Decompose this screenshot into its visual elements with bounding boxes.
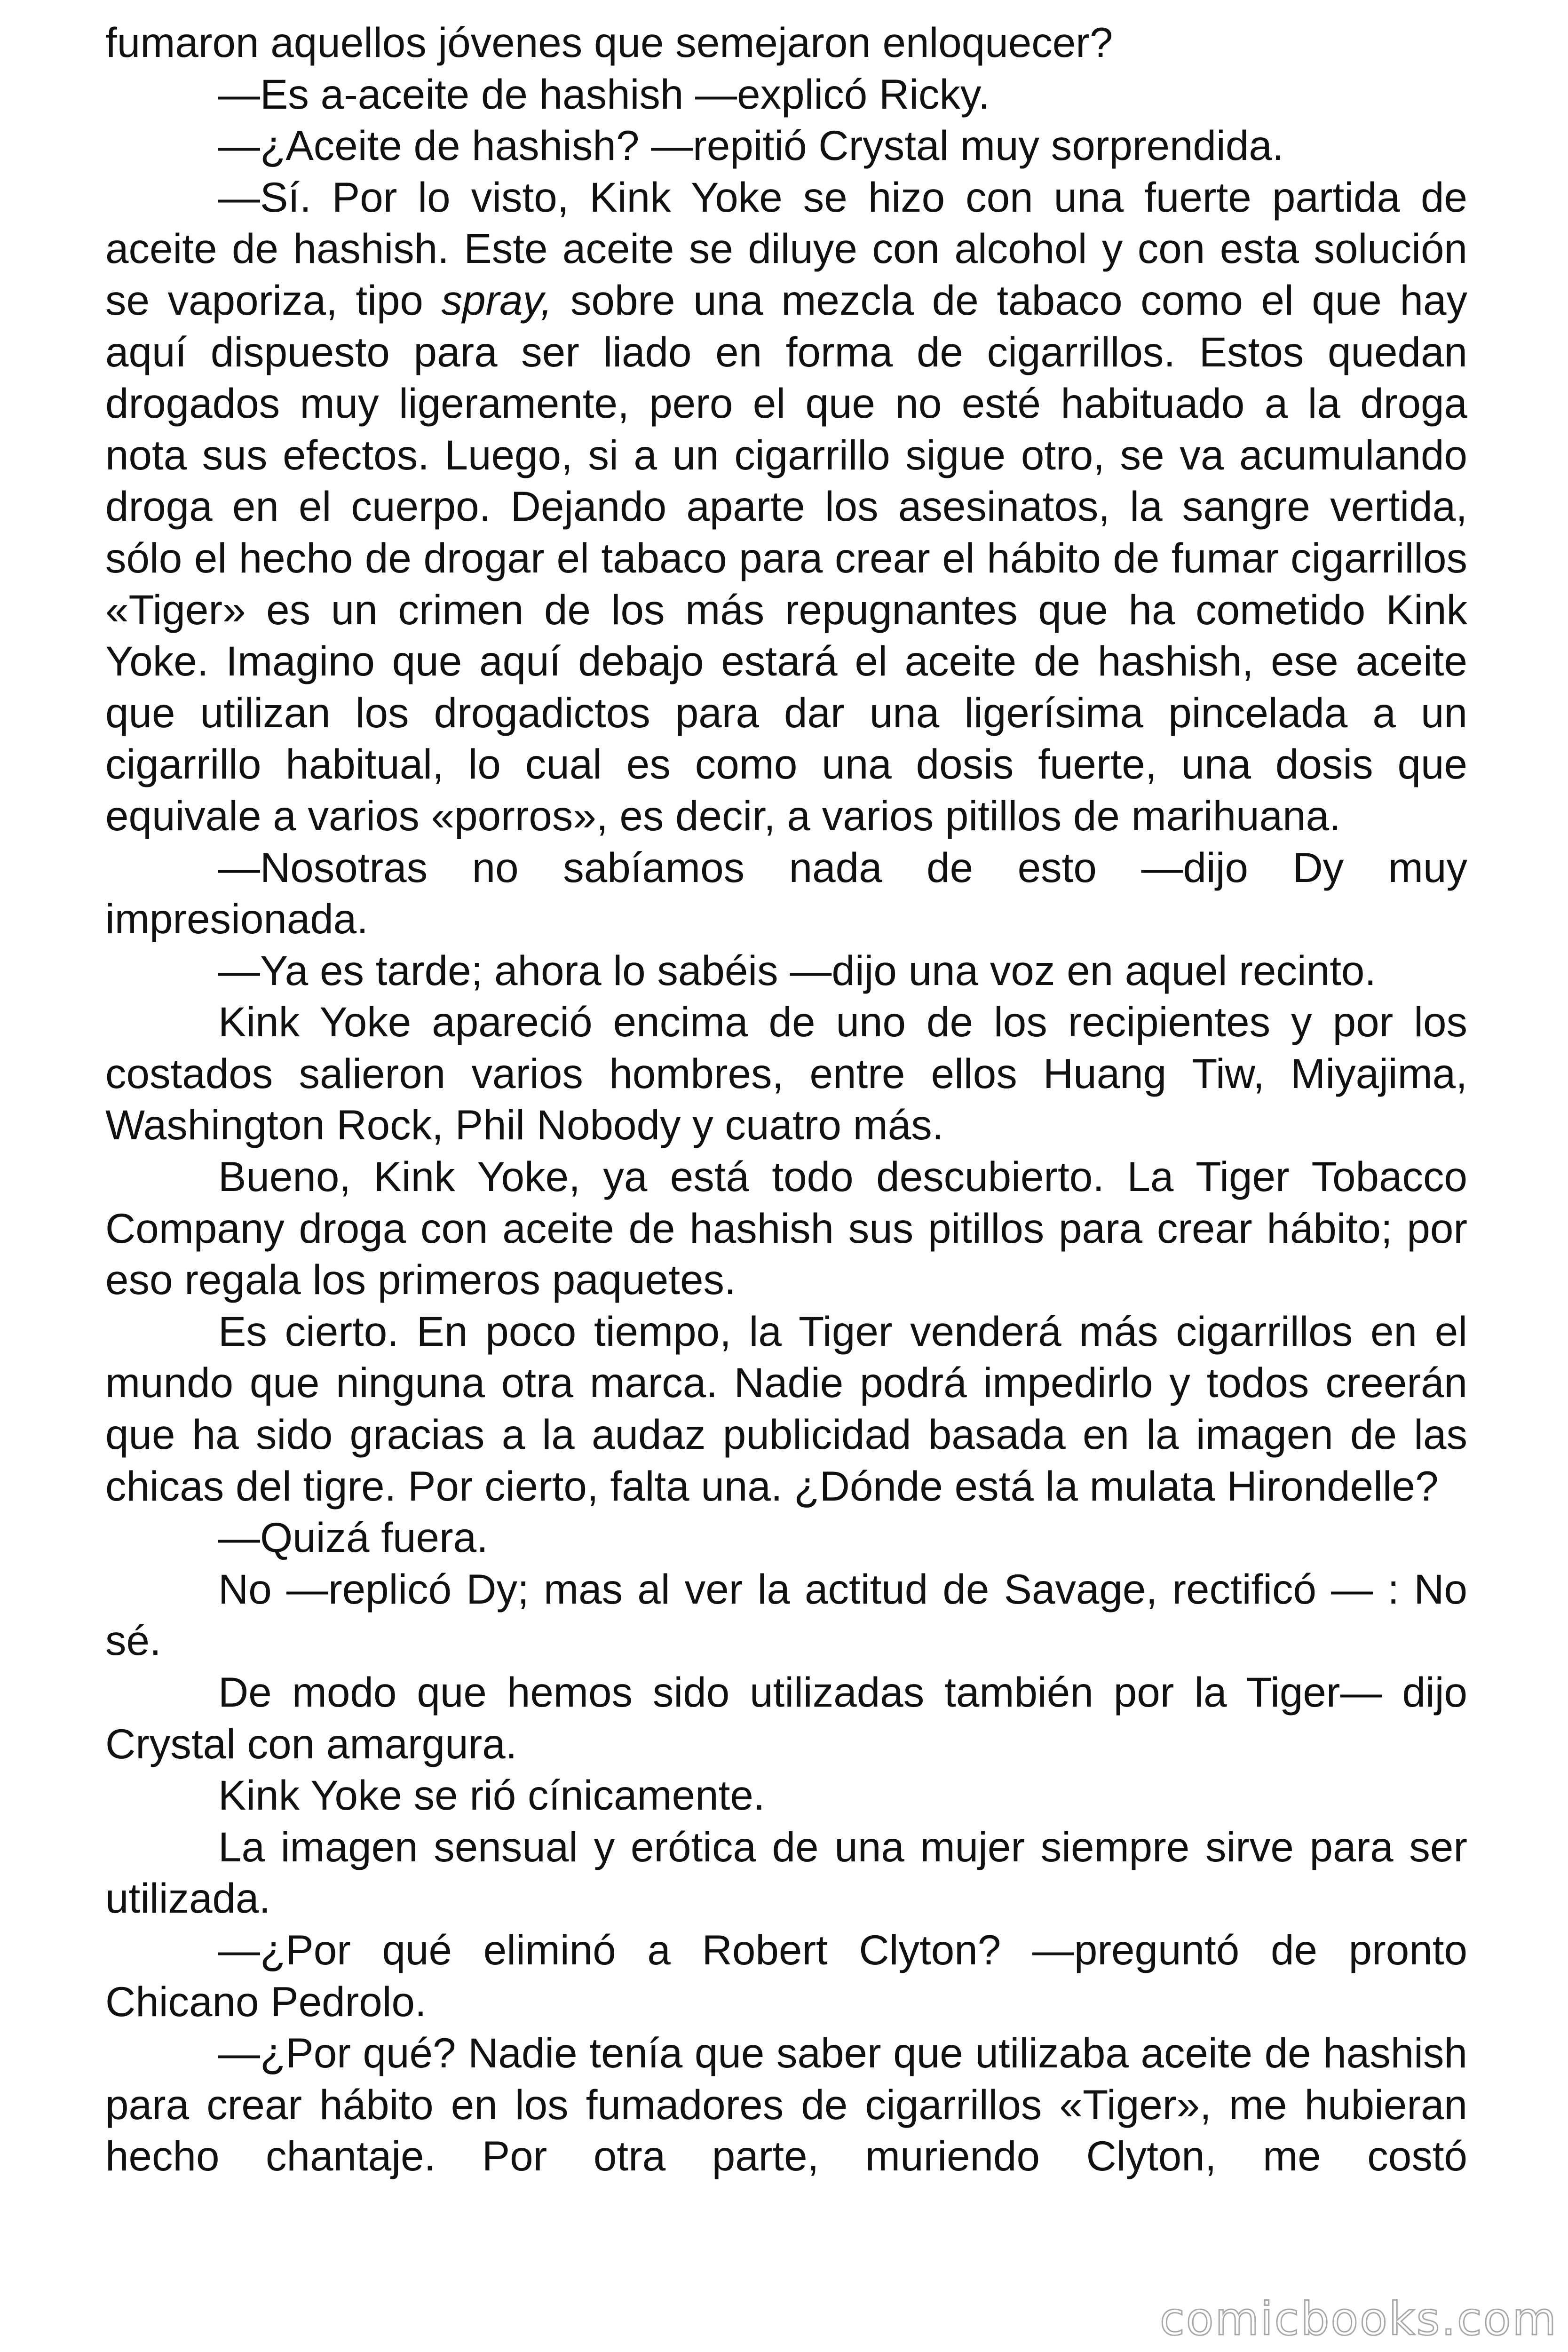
paragraph-6: —Ya es tarde; ahora lo sabéis —dijo una voz en aquel recinto. bbox=[218, 946, 1377, 994]
paragraph-10: —Quizá fuera. bbox=[218, 1514, 488, 1561]
paragraph-7: Kink Yoke apareció encima de uno de los recipientes y por los costados salieron varios hombres, entre ellos Huang Tiw, Miyajima, Washington Rock, Phil Nobody y cuatro más. bbox=[105, 998, 1467, 1149]
paragraph-4-rest: sobre una mezcla de tabaco como el que hay aquí dispuesto para ser liado en forma de cigarrillos. Estos quedan drogados muy ligeramente, pero el que no esté habituado a la droga nota sus efectos. Luego, si a un cigarrillo sigue otro, se va acumulando droga en el cuerpo. Dejando aparte los asesinatos, la sangre vertida, sólo el hecho de drogar el tabaco para crear el hábito de fumar cigarrillos «Tiger» es un crimen de los más repugnantes que ha cometido Kink Yoke. Imagino que aquí debajo estará el aceite de hashish, ese aceite que utilizan los drogadictos para dar una ligerísima pincelada a un cigarrillo habitual, lo cual es como una dosis fuerte, una dosis que equivale a varios «porros», es decir, a varios pitillos de marihuana. bbox=[105, 276, 1467, 839]
paragraph-2: —Es a-aceite de hashish —explicó Ricky. bbox=[218, 70, 990, 118]
paragraph-12: De modo que hemos sido utilizadas también por la Tiger— dijo Crystal con amargura. bbox=[105, 1669, 1467, 1767]
paragraph-3: —¿Aceite de hashish? —repitió Crystal muy sorprendida. bbox=[218, 122, 1284, 169]
paragraph-11: No —replicó Dy; mas al ver la actitud de Savage, rectificó — : No sé. bbox=[105, 1565, 1467, 1664]
paragraph-4 bbox=[105, 172, 1467, 842]
paragraph-4-start: —Sí. Por lo visto, Kink Yoke se hizo con una fuerte partida de aceite de hashish. Este aceite se diluye con alcohol y con esta solución se vaporiza, tipo bbox=[105, 173, 1467, 324]
paragraph-9: Es cierto. En poco tiempo, la Tiger venderá más cigarrillos en el mundo que ninguna otra marca. Nadie podrá impedirlo y todos creerán que ha sido gracias a la audaz publicidad basada en la imagen de las chicas del tigre. Por cierto, falta una. ¿Dónde está la mulata Hirondelle? bbox=[105, 1307, 1467, 1510]
watermark: comicbooks.com bbox=[1159, 2293, 1558, 2345]
paragraph-8: Bueno, Kink Yoke, ya está todo descubierto. La Tiger Tobacco Company droga con aceite de hashish sus pitillos para crear hábito; por eso regala los primeros paquetes. bbox=[105, 1153, 1467, 1303]
paragraph-4-italic: spray, bbox=[441, 276, 553, 324]
paragraph-16: —¿Por qué? Nadie tenía que saber que utilizaba aceite de hashish para crear hábito en los fumadores de cigarrillos «Tiger», me hubieran hecho chantaje. Por otra parte, muriendo Clyton, me costó bbox=[105, 2029, 1467, 2180]
paragraph-15: —¿Por qué eliminó a Robert Clyton? —preguntó de pronto Chicano Pedrolo. bbox=[105, 1926, 1467, 2025]
paragraph-14: La imagen sensual y erótica de una mujer siempre sirve para ser utilizada. bbox=[105, 1823, 1467, 1922]
book-page bbox=[105, 17, 1467, 2182]
paragraph-1: fumaron aquellos jóvenes que semejaron enloquecer? bbox=[105, 19, 1113, 66]
paragraph-13: Kink Yoke se rió cínicamente. bbox=[218, 1772, 765, 1819]
paragraph-5: —Nosotras no sabíamos nada de esto —dijo Dy muy impresionada. bbox=[105, 843, 1467, 943]
